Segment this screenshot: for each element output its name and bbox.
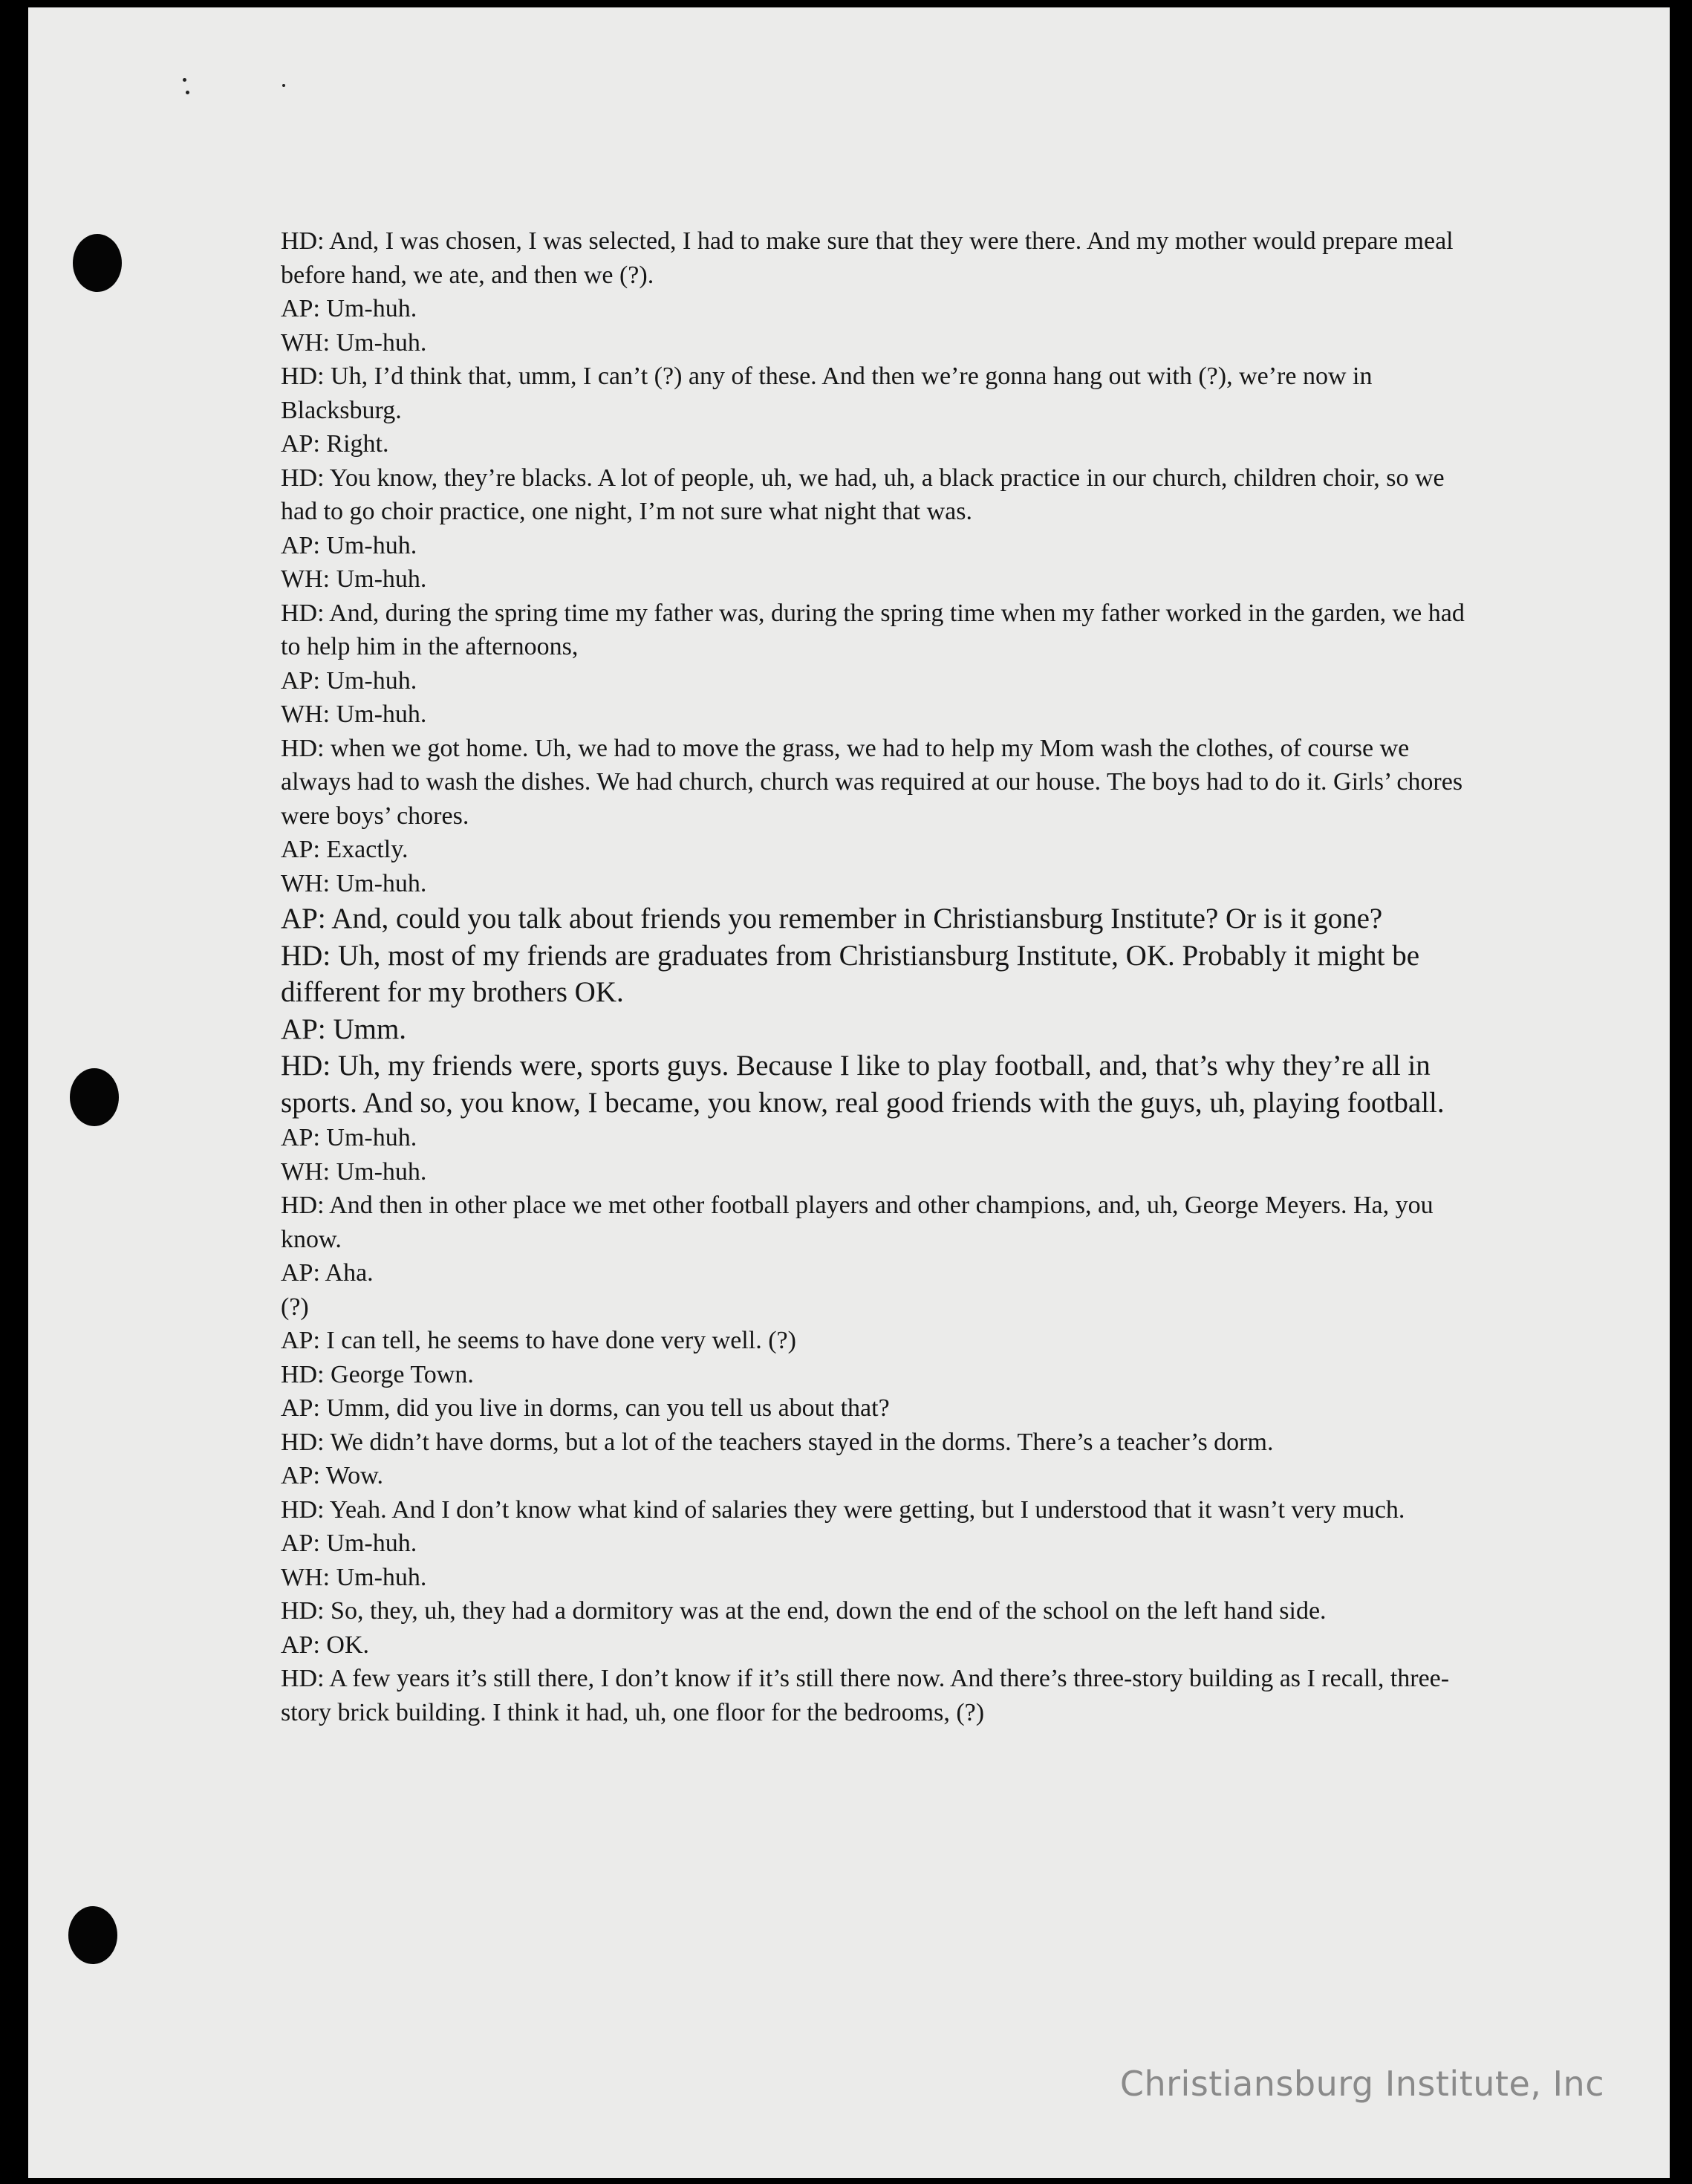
document-page [28, 7, 1670, 2178]
transcript-line: HD: And, during the spring time my father was, during the spring time when my father worked in the garden, we had to help him in the afternoons, [281, 599, 1465, 660]
transcript-line: WH: Um-huh. [281, 328, 427, 357]
paper-speck [282, 84, 285, 87]
punch-hole-middle [70, 1068, 119, 1126]
transcript-line: AP: OK. [281, 1631, 370, 1659]
transcript-line: WH: Um-huh. [281, 701, 427, 728]
transcript-line: AP: Umm. [281, 1013, 407, 1045]
transcript-line: HD: when we got home. Uh, we had to move the grass, we had to help my Mom wash the clothes, of course we always had to wash the dishes. We had church, church was required at our house. The boys had to do it. Girls’ chores were boys’ chores. [281, 734, 1463, 830]
transcript-line: HD: And then in other place we met other football players and other champions, and, uh, George Meyers. Ha, you know. [281, 1192, 1434, 1253]
paper-speck [186, 91, 189, 94]
transcript-line: HD: Uh, I’d think that, umm, I can’t (?) any of these. And then we’re gonna hang out with (?), we’re now in Blacksburg. [281, 363, 1373, 424]
transcript-line: AP: Um-huh. [281, 531, 417, 559]
transcript-line: AP: Um-huh. [281, 1124, 417, 1151]
transcript-line: HD: Yeah. And I don’t know what kind of salaries they were getting, but I understood that it wasn’t very much. [281, 1495, 1405, 1524]
transcript-line: (?) [281, 1293, 309, 1321]
transcript-line: AP: Right. [281, 430, 389, 458]
watermark: Christiansburg Institute, Inc [1119, 2064, 1604, 2104]
transcript-line: HD: Uh, most of my friends are graduates from Christiansburg Institute, OK. Probably it might be different for my brothers OK. [281, 939, 1420, 1008]
transcript-line: HD: George Town. [281, 1360, 474, 1388]
paper-speck [183, 78, 186, 82]
transcript-line: AP: And, could you talk about friends you remember in Christiansburg Institute? Or is it gone? [281, 903, 1383, 935]
transcript-line: AP: Um-huh. [281, 295, 417, 322]
transcript-line: AP: Wow. [281, 1462, 384, 1489]
transcript-line: AP: Aha. [281, 1259, 374, 1287]
transcript-line: AP: Umm, did you live in dorms, can you tell us about that? [281, 1394, 890, 1422]
punch-hole-top [73, 234, 122, 292]
transcript-line: HD: And, I was chosen, I was selected, I had to make sure that they were there. And my mother would prepare meal before hand, we ate, and then we (?). [281, 227, 1454, 289]
transcript-line: WH: Um-huh. [281, 1563, 427, 1591]
transcript-line: AP: Um-huh. [281, 666, 417, 695]
transcript-line: HD: We didn’t have dorms, but a lot of the teachers stayed in the dorms. There’s a teacher’s dorm. [281, 1428, 1274, 1456]
transcript-line: AP: Um-huh. [281, 1530, 417, 1557]
transcript-line: WH: Um-huh. [281, 565, 427, 593]
interview-transcript [281, 224, 1484, 1729]
transcript-line: AP: I can tell, he seems to have done very well. (?) [281, 1327, 796, 1354]
transcript-line: HD: So, they, uh, they had a dormitory was at the end, down the end of the school on the left hand side. [281, 1597, 1327, 1625]
punch-hole-bottom [68, 1906, 117, 1964]
transcript-line: HD: You know, they’re blacks. A lot of people, uh, we had, uh, a black practice in our church, children choir, so we had to go choir practice, one night, I’m not sure what night that was. [281, 464, 1445, 525]
transcript-line: WH: Um-huh. [281, 869, 427, 897]
transcript-line: WH: Um-huh. [281, 1157, 427, 1186]
transcript-line: HD: A few years it’s still there, I don’t know if it’s still there now. And there’s three-story building as I recall, three-story brick building. I think it had, uh, one floor for the bedrooms, (?) [281, 1665, 1450, 1726]
transcript-line: AP: Exactly. [281, 836, 409, 863]
transcript-line: HD: Uh, my friends were, sports guys. Because I like to play football, and, that’s why they’re all in sports. And so, you know, I became, you know, real good friends with the guys, uh, playing football. [281, 1050, 1445, 1119]
